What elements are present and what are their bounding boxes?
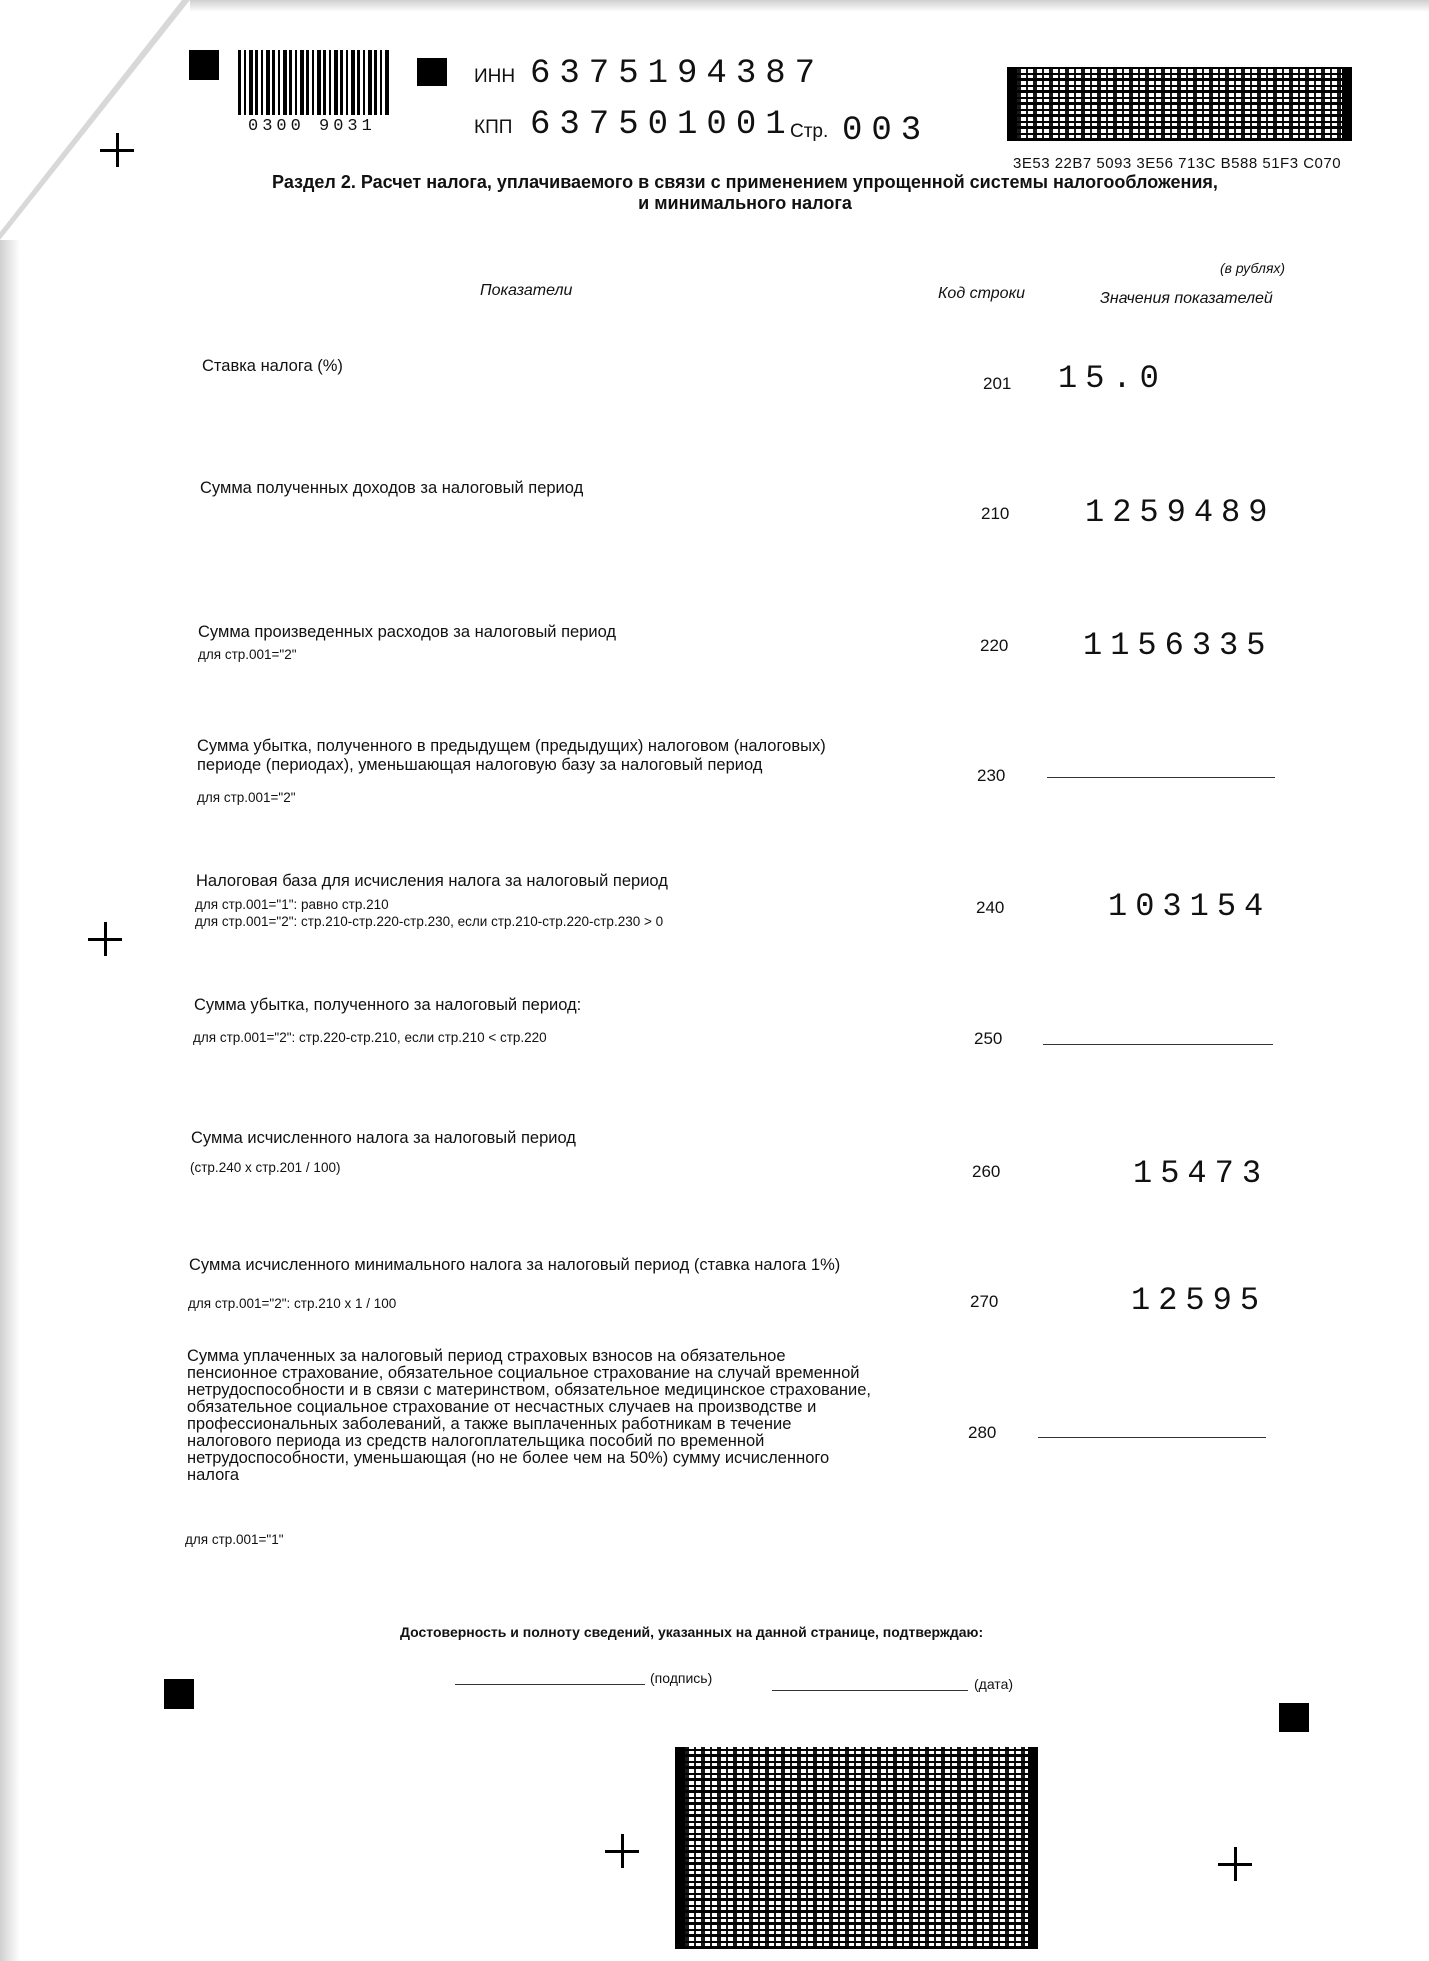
row-title-280-line: нетрудоспособности, уменьшающая (но не более чем на 50%) сумму исчисленного: [187, 1449, 830, 1467]
confirmation-text: Достоверность и полноту сведений, указанных на данной странице, подтверждаю:: [400, 1624, 984, 1640]
row-code-220: 220: [980, 636, 1009, 655]
top-2d-barcode: [1007, 67, 1352, 141]
row-note-280: для стр.001="1": [185, 1532, 284, 1547]
row-note-220: для стр.001="2": [198, 647, 297, 662]
kpp-label: КПП: [474, 117, 513, 138]
row-value-260: 15473: [1133, 1155, 1270, 1192]
signature-line: [455, 1684, 645, 1685]
row-title-280-line: пенсионное страхование, обязательное социальное страхование на случай временной: [187, 1364, 860, 1382]
row-code-240: 240: [976, 898, 1005, 917]
row-note-230: для стр.001="2": [197, 790, 296, 805]
row-title-230-line2: периоде (периодах), уменьшающая налоговую базу за налоговый период: [197, 756, 763, 774]
row-code-250: 250: [974, 1029, 1003, 1048]
row-value-250-empty: [1043, 1044, 1273, 1045]
row-title-250: Сумма убытка, полученного за налоговый период:: [194, 996, 582, 1014]
row-value-201: 15.0: [1058, 360, 1167, 397]
row-code-270: 270: [970, 1292, 999, 1311]
row-title-280: [187, 1348, 871, 1484]
hex-code: 3E53 22B7 5093 3E56 713C B588 51F3 C070: [1013, 155, 1342, 172]
inn-value: 6375194387: [530, 55, 825, 93]
date-label: (дата): [974, 1676, 1014, 1692]
row-code-210: 210: [981, 504, 1010, 523]
row-note-240-1: для стр.001="1": равно стр.210: [195, 897, 389, 912]
registration-square: [1279, 1703, 1309, 1732]
row-note-250: для стр.001="2": стр.220-стр.210, если стр.210 < стр.220: [193, 1030, 547, 1045]
row-note-260: (стр.240 х стр.201 / 100): [190, 1160, 341, 1175]
column-indicators: Показатели: [480, 282, 573, 299]
row-value-280-empty: [1038, 1437, 1266, 1438]
inn-label: ИНН: [474, 66, 516, 87]
row-value-240: 103154: [1108, 888, 1272, 925]
row-title-280-line: Сумма уплаченных за налоговый период страховых взносов на обязательное: [187, 1347, 786, 1365]
row-title-260: Сумма исчисленного налога за налоговый период: [191, 1129, 576, 1147]
crosshair-mark: [100, 133, 134, 167]
row-title-201: Ставка налога (%): [202, 357, 343, 375]
row-code-201: 201: [983, 374, 1012, 393]
column-values: Значения показателей: [1100, 290, 1273, 307]
barcode-digits: 0300 9031: [248, 117, 376, 136]
row-note-270: для стр.001="2": стр.210 х 1 / 100: [188, 1296, 397, 1311]
row-code-260: 260: [972, 1162, 1001, 1181]
row-value-210: 1259489: [1085, 494, 1276, 531]
row-title-210: Сумма полученных доходов за налоговый период: [200, 479, 584, 497]
row-value-230-empty: [1047, 777, 1275, 778]
row-title-280-line: налогового периода из средств налогоплательщика пособий по временной: [187, 1432, 765, 1450]
row-code-280: 280: [968, 1423, 997, 1442]
row-title-280-line: налога: [187, 1466, 240, 1484]
crosshair-mark: [1218, 1847, 1252, 1881]
row-title-280-line: нетрудоспособности и в связи с материнством, обязательное медицинское страхование,: [187, 1381, 871, 1399]
row-title-220: Сумма произведенных расходов за налоговый период: [198, 623, 617, 641]
row-title-270: Сумма исчисленного минимального налога за налоговый период (ставка налога 1%): [189, 1256, 841, 1274]
signature-label: (подпись): [650, 1670, 713, 1686]
kpp-value: 637501001: [530, 106, 795, 144]
page-fold-inner: [0, 0, 182, 232]
page-label: Стр.: [790, 121, 829, 142]
page-edge-top: [190, 0, 1429, 12]
crosshair-mark: [88, 922, 122, 956]
row-title-280-line: профессиональных заболеваний, а также выплаченных работникам в течение: [187, 1415, 792, 1433]
section-title-line1: Раздел 2. Расчет налога, уплачиваемого в связи с применением упрощенной системы налогообложения,: [272, 172, 1218, 192]
page-edge-left: [0, 240, 20, 1961]
section-title: [180, 172, 1310, 214]
row-title-280-line: обязательное социальное страхование от несчастных случаев на производстве и: [187, 1398, 817, 1416]
crosshair-mark: [605, 1834, 639, 1868]
row-value-270: 12595: [1131, 1282, 1268, 1319]
registration-square: [189, 50, 219, 80]
registration-square: [417, 58, 447, 86]
barcode: [238, 50, 390, 115]
row-code-230: 230: [977, 766, 1006, 785]
date-line: [772, 1690, 968, 1691]
section-title-line2: и минимального налога: [638, 193, 852, 213]
row-title-240: Налоговая база для исчисления налога за налоговый период: [196, 872, 668, 890]
row-note-240-2: для стр.001="2": стр.210-стр.220-стр.230, если стр.210-стр.220-стр.230 > 0: [195, 914, 664, 929]
column-line-code: Код строки: [938, 285, 1026, 302]
units-label: (в рублях): [1220, 260, 1286, 276]
row-title-230-line1: Сумма убытка, полученного в предыдущем (предыдущих) налоговом (налоговых): [197, 737, 826, 755]
page-number: 003: [842, 112, 931, 150]
registration-square: [164, 1679, 194, 1709]
bottom-2d-barcode: [675, 1747, 1038, 1949]
row-value-220: 1156335: [1083, 627, 1274, 664]
